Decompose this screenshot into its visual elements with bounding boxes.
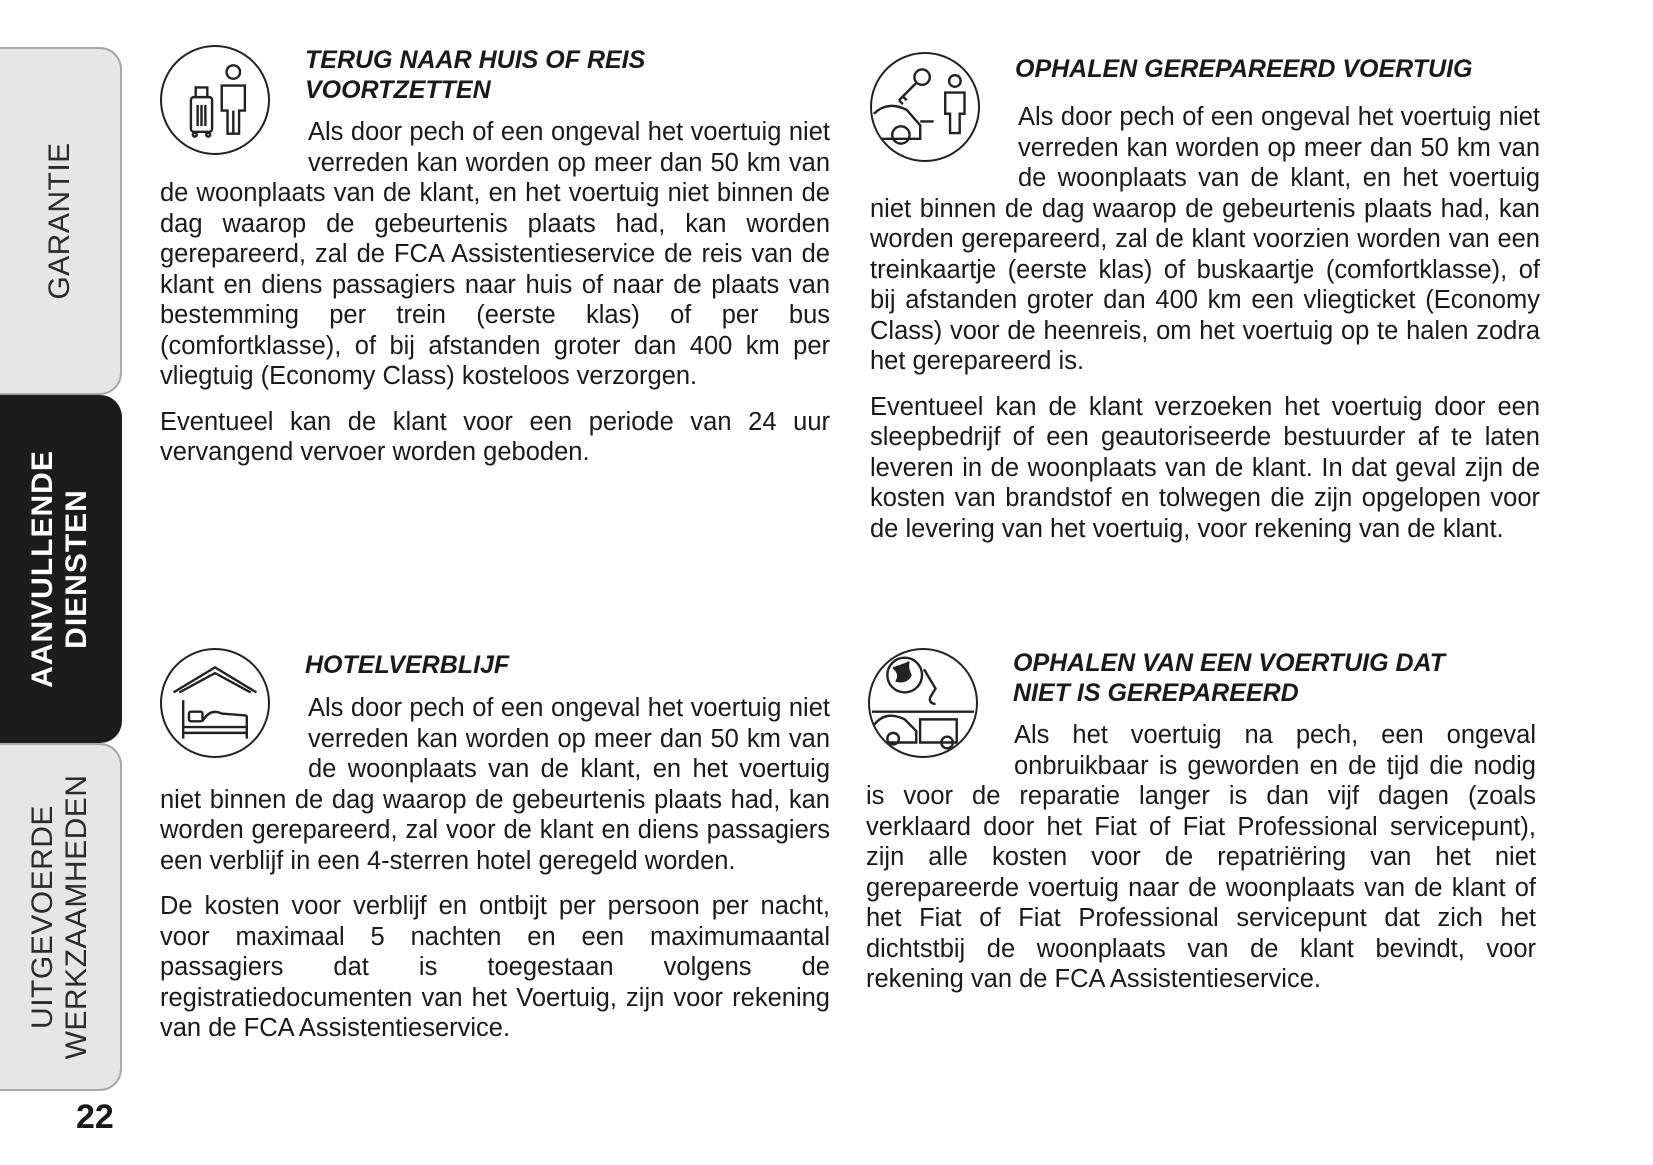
paragraph: Als het voertuig na pech, een ongeval onbruikbaar is geworden en de tijd die nodig is voor de reparatie langer is dan vijf dagen (zoals verklaard door het Fiat of Fiat Professional servicepunt), zijn alle kosten voor de repatriëring van het niet gerepareerde voertuig naar de woonplaats van de klant of het Fiat of Fiat Professional servicepunt dat zich het dichtstbij de woonplaats van de klant bevindt, voor rekening van de FCA Assistentieservice. <box>866 721 1536 993</box>
section-ophalen-niet-gerepareerd <box>866 648 1536 995</box>
page-number: 22 <box>76 1098 114 1136</box>
hotel-bed-icon <box>160 648 270 758</box>
tab-uitgevoerde-werkzaamheden-label <box>26 775 94 1060</box>
section-title: TERUG NAAR HUIS OF REIS VOORTZETTEN <box>305 46 646 104</box>
tab-garantie-label: GARANTIE <box>43 142 76 300</box>
section-title: OPHALEN GEREPAREERD VOERTUIG <box>1015 55 1473 83</box>
tab-garantie[interactable] <box>0 47 122 395</box>
tab-aanvullende-diensten[interactable] <box>0 395 122 743</box>
section-terug-naar-huis <box>160 45 830 468</box>
section-title: HOTELVERBLIJF <box>305 651 510 679</box>
paragraph: Als door pech of een ongeval het voertuig niet verreden kan worden op meer dan 50 km van de woonplaats van de klant, en het voertuig niet binnen de dag waarop de gebeurtenis plaats had, kan worden gerepareerd, zal de FCA Assistentieservice de reis van de klant en diens passagiers naar huis of naar de plaats van bestemming per trein (eerste klas) of per bus (comfortklasse), of bij afstanden groter dan 400 km per vliegtuig (Economy Class) kosteloos verzorgen. <box>160 118 830 390</box>
tab-label-line2: DIENSTEN <box>60 489 93 649</box>
tab-label-line1: AANVULLENDE <box>26 450 59 688</box>
paragraph: Eventueel kan de klant voor een periode van 24 uur vervangend vervoer worden geboden. <box>160 407 830 466</box>
tab-uitgevoerde-werkzaamheden[interactable] <box>0 743 122 1091</box>
tab-label-line1: UITGEVOERDE <box>26 805 59 1029</box>
tab-label-line2: WERKZAAMHEDEN <box>60 774 93 1060</box>
section-ophalen-gerepareerd <box>870 52 1540 544</box>
paragraph: Eventueel kan de klant verzoeken het voertuig door een sleepbedrijf of een geautoriseerde bestuurder af te laten leveren in de woonplaats van de klant. In dat geval zijn de kosten van brandstof en tolwegen die zijn opgelopen voor de levering van het voertuig, voor rekening van de klant. <box>870 392 1540 543</box>
person-luggage-icon <box>160 45 270 155</box>
paragraph: De kosten voor verblijf en ontbijt per persoon per nacht, voor maximaal 5 nachten en een maximumaantal passagiers dat is toegestaan volgens de registratiedocumenten van het Voertuig, zijn voor rekening van de FCA Assistentieservice. <box>160 892 830 1042</box>
tab-aanvullende-diensten-label <box>26 450 94 688</box>
paragraph: Als door pech of een ongeval het voertuig niet verreden kan worden op meer dan 50 km van de woonplaats van de klant, en het voertuig niet binnen de dag waarop de gebeurtenis plaats had, kan worden gerepareerd, zal de klant voorzien worden van een treinkaartje (eerste klas) of buskaartje (comfortklasse), of bij afstanden groter dan 400 km een vliegticket (Economy Class) voor de heenreis, om het voertuig op te halen zodra het gerepareerd is. <box>870 103 1540 375</box>
paragraph: Als door pech of een ongeval het voertuig niet verreden kan worden op meer dan 50 km van de woonplaats van de klant, en het voertuig niet binnen de dag waarop de gebeurtenis plaats had, kan worden gerepareerd, zal voor de klant en diens passagiers een verblijf in een 4-sterren hotel geregeld worden. <box>160 694 830 875</box>
section-title: OPHALEN VAN EEN VOERTUIG DAT NIET IS GEREPAREERD <box>1013 649 1445 707</box>
car-key-person-icon <box>870 52 980 162</box>
tow-truck-globe-icon <box>868 648 978 758</box>
section-hotelverblijf <box>160 648 830 1044</box>
